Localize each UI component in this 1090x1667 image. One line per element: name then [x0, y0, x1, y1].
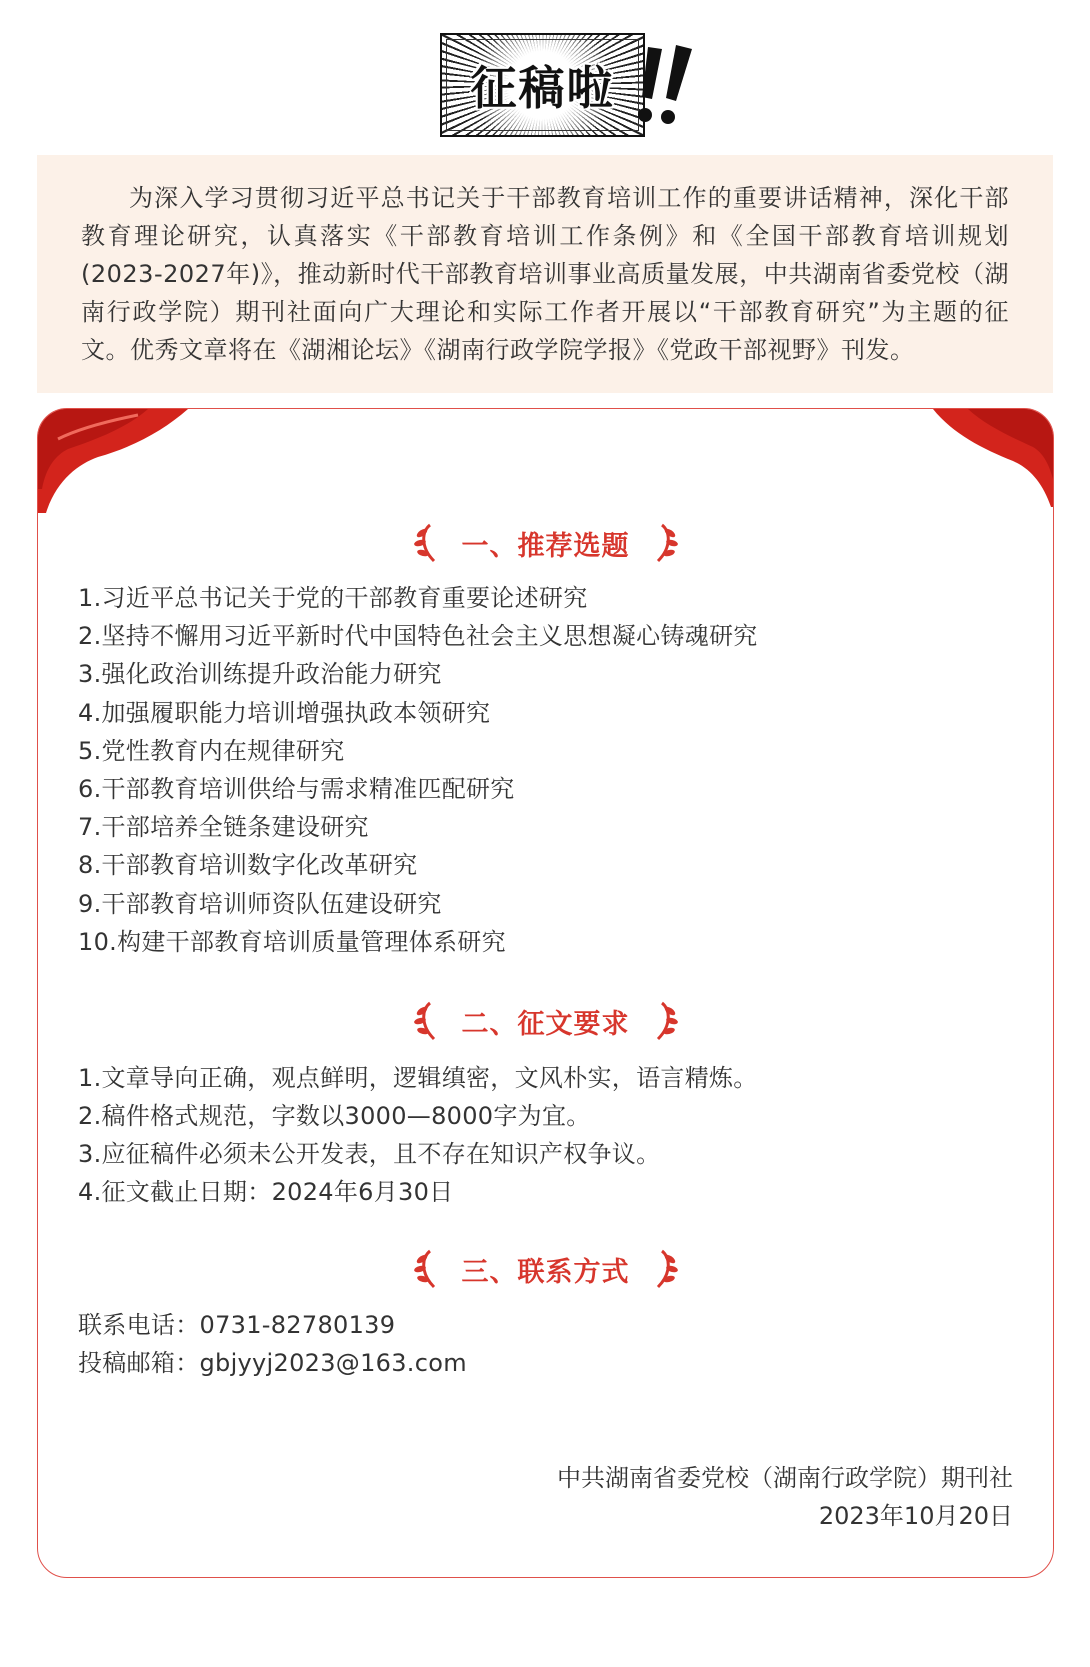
laurel-right-icon: [654, 523, 680, 563]
section-title: 三、联系方式: [461, 1256, 630, 1288]
laurel-right-icon: [654, 1001, 680, 1041]
double-exclamation-icon: [630, 43, 700, 133]
content-card: [37, 408, 1054, 1578]
comic-burst-frame: [440, 33, 645, 137]
laurel-left-icon: [412, 523, 438, 563]
list-item: 9.干部教育培训师资队伍建设研究: [78, 889, 442, 918]
contact-email: 投稿邮箱：gbjyyj2023@163.com: [78, 1349, 467, 1377]
list-item: 1.习近平总书记关于党的干部教育重要论述研究: [78, 584, 588, 612]
list-item: 1.文章导向正确，观点鲜明，逻辑缜密，文风朴实，语言精炼。: [78, 1064, 758, 1092]
section-title: 二、征文要求: [461, 1008, 630, 1040]
intro-paragraph: 为深入学习贯彻习近平总书记关于干部教育培训工作的重要讲话精神，深化干部教育理论研究，认真落实《干部教育培训工作条例》和《全国干部教育培训规划(2023-2027年)》，推动新时代干部教育培训事业高质量发展，中共湖南省委党校（湖南行政学院）期刊社面向广大理论和实际工作者开展以“干部教育研究”为主题的征文。优秀文章将在《湖湘论坛》《湖南行政学院学报》《党政干部视野》刊发。: [81, 184, 1009, 364]
intro-box: [37, 155, 1053, 393]
topic-list: [78, 579, 758, 961]
signature-date: 2023年10月20日: [818, 1502, 1013, 1530]
section-title: 一、推荐选题: [461, 530, 630, 562]
list-item: 3.应征稿件必须未公开发表，且不存在知识产权争议。: [78, 1140, 661, 1168]
laurel-left-icon: [412, 1001, 438, 1041]
signature-block: [557, 1459, 1013, 1535]
list-item: 5.党性教育内在规律研究: [78, 736, 345, 765]
laurel-right-icon: [654, 1249, 680, 1289]
requirements-list: [78, 1059, 758, 1211]
list-item: 4.征文截止日期：2024年6月30日: [78, 1178, 454, 1206]
page-title: 征稿啦: [470, 61, 615, 115]
list-item: 7.干部培养全链条建设研究: [78, 813, 369, 842]
section-header-requirements: [38, 1001, 1053, 1041]
section-header-contact: [38, 1249, 1053, 1289]
signature-org: 中共湖南省委党校（湖南行政学院）期刊社: [557, 1464, 1013, 1492]
list-item: 2.坚持不懈用习近平新时代中国特色社会主义思想凝心铸魂研究: [78, 622, 758, 651]
list-item: 3.强化政治训练提升政治能力研究: [78, 660, 442, 689]
title-banner: [440, 33, 700, 143]
section-header-topics: [38, 523, 1053, 563]
list-item: 8.干部教育培训数字化改革研究: [78, 851, 418, 880]
red-drape-left-icon: [38, 409, 188, 514]
list-item: 4.加强履职能力培训增强执政本领研究: [78, 698, 491, 727]
list-item: 6.干部教育培训供给与需求精准匹配研究: [78, 775, 515, 804]
contact-phone: 联系电话：0731-82780139: [78, 1311, 396, 1339]
red-drape-right-icon: [933, 409, 1053, 509]
list-item: 10.构建干部教育培训质量管理体系研究: [78, 927, 506, 956]
list-item: 2.稿件格式规范，字数以3000—8000字为宜。: [78, 1102, 591, 1130]
contact-list: [78, 1306, 467, 1382]
laurel-left-icon: [412, 1249, 438, 1289]
